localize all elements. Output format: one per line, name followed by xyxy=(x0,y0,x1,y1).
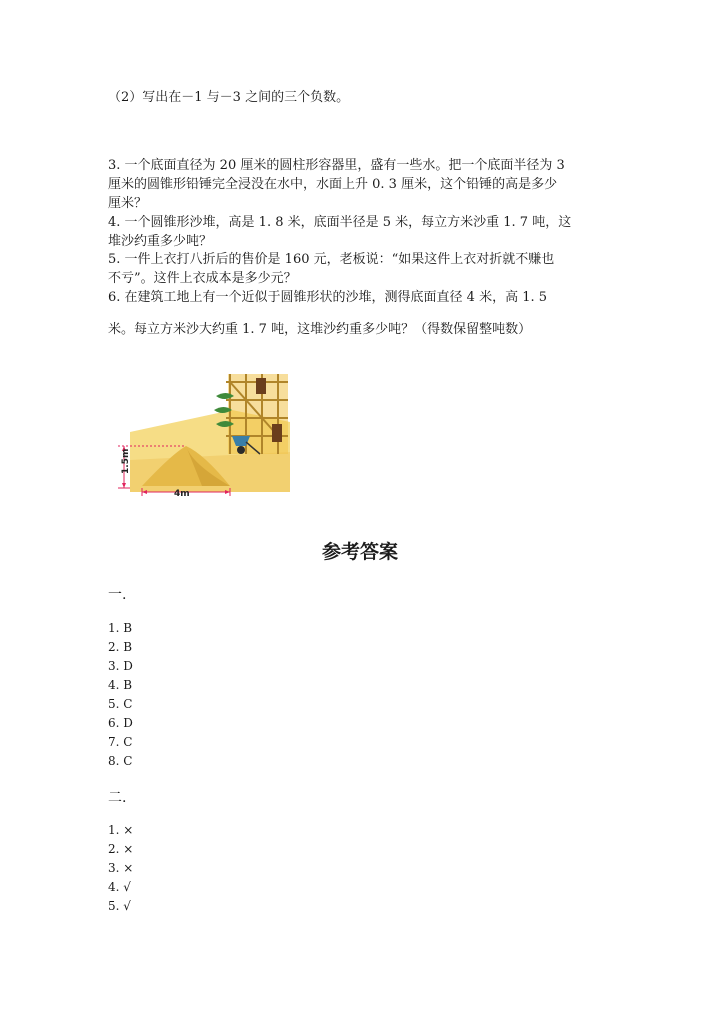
question-5-line-2: 不亏”。这件上衣成本是多少元？ xyxy=(108,271,297,286)
section-1-heading: 一. xyxy=(108,587,127,603)
list-item: 3. × xyxy=(108,861,134,875)
question-3-line-2: 厘米的圆锥形铅锤完全浸没在水中，水面上升 0. 3 厘米，这个铅锤的高是多少 xyxy=(108,177,558,192)
question-3-line-3: 厘米？ xyxy=(108,196,148,211)
list-item: 2. × xyxy=(108,842,134,856)
answer-list-section-2 xyxy=(108,821,133,916)
height-label: 1.5m xyxy=(121,448,131,474)
answer-list-section-1 xyxy=(108,619,133,771)
list-item: 5. √ xyxy=(108,899,131,913)
question-4-line-1: 4. 一个圆锥形沙堆，高是 1. 8 米，底面半径是 5 米，每立方米沙重 1. 7 吨，这 xyxy=(108,215,572,230)
list-item: 2. B xyxy=(108,640,133,654)
question-4-line-2: 堆沙约重多少吨？ xyxy=(108,234,213,249)
question-3-line-1: 3. 一个底面直径为 20 厘米的圆柱形容器里，盛有一些水。把一个底面半径为 3 xyxy=(108,158,565,173)
section-2-heading: 二. xyxy=(108,790,127,806)
list-item: 6. D xyxy=(108,716,133,730)
list-item: 7. C xyxy=(108,735,133,749)
list-item: 1. B xyxy=(108,621,133,635)
width-label: 4m xyxy=(174,489,190,498)
answer-key-title: 参考答案 xyxy=(321,541,398,563)
list-item: 4. √ xyxy=(108,880,131,894)
question-2-part-2: （2）写出在－1 与－3 之间的三个负数。 xyxy=(108,90,350,105)
list-item: 3. D xyxy=(108,659,133,673)
question-6-line-2: 米。每立方米沙大约重 1. 7 吨，这堆沙约重多少吨？（得数保留整吨数） xyxy=(108,322,532,337)
question-5-line-1: 5. 一件上衣打八折后的售价是 160 元，老板说：“如果这件上衣对折就不赚也 xyxy=(108,252,555,267)
sand-pile-svg xyxy=(112,370,292,498)
list-item: 1. × xyxy=(108,823,134,837)
question-6-line-1: 6. 在建筑工地上有一个近似于圆锥形状的沙堆，测得底面直径 4 米，高 1. 5 xyxy=(108,290,548,305)
list-item: 5. C xyxy=(108,697,133,711)
list-item: 4. B xyxy=(108,678,133,692)
list-item: 8. C xyxy=(108,754,133,768)
sand-pile-illustration xyxy=(112,370,292,498)
